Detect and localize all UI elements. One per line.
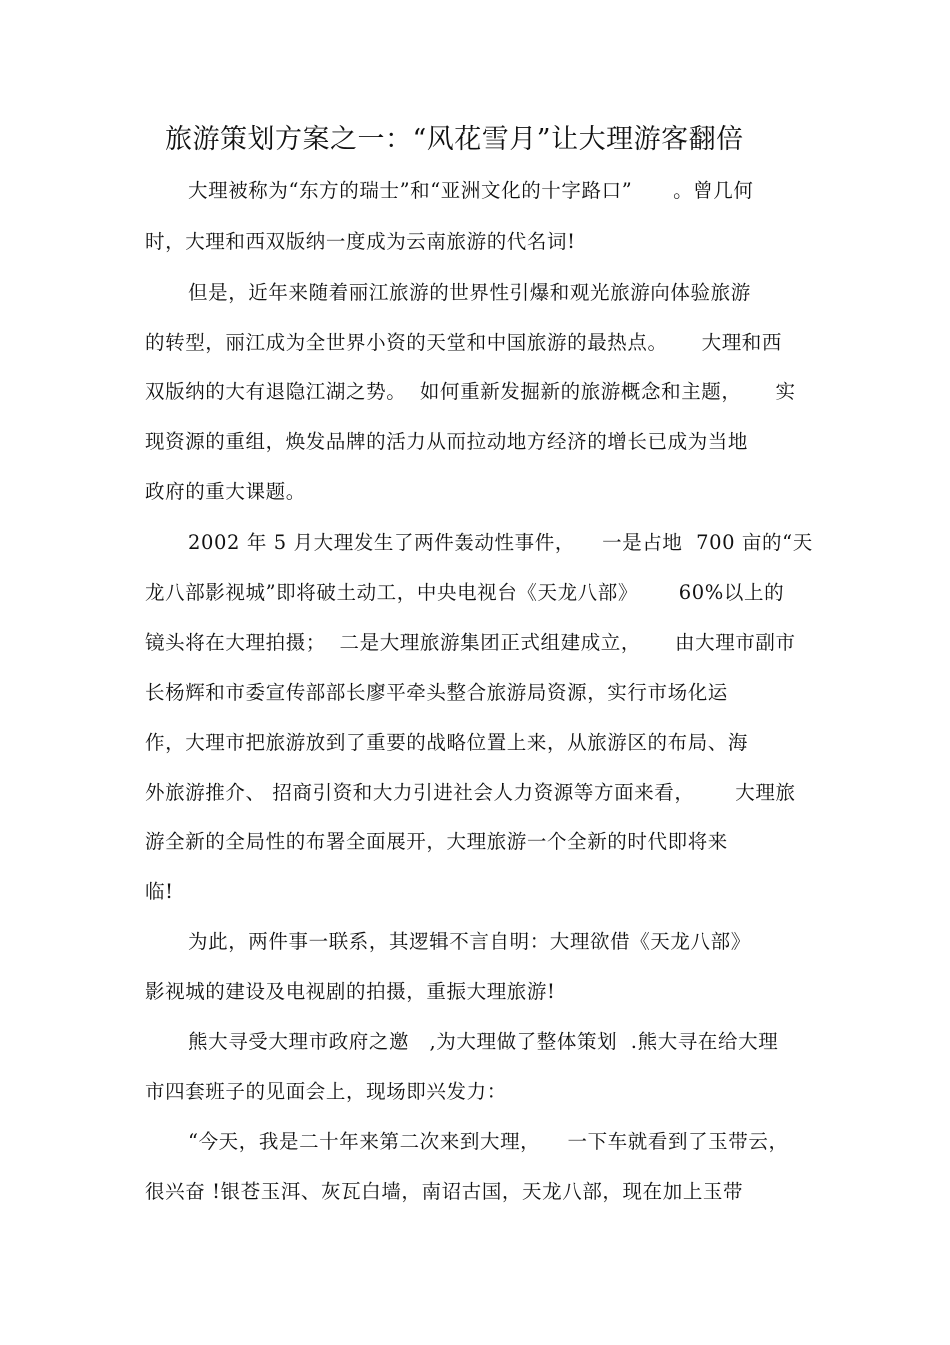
paragraph-line: 现资源的重组，焕发品牌的活力从而拉动地方经济的增长已成为当地 bbox=[145, 430, 749, 453]
paragraph-line: 但是，近年来随着丽江旅游的世界性引爆和观光旅游向体验旅游 bbox=[188, 281, 751, 304]
paragraph-line: 作，大理市把旅游放到了重要的战略位置上来，从旅游区的布局、海 bbox=[145, 731, 749, 754]
paragraph-line: “今天，我是二十年来第二次来到大理， 一下车就看到了玉带云， bbox=[188, 1130, 789, 1153]
paragraph-line: 游全新的全局性的布署全面展开，大理旅游一个全新的时代即将来 bbox=[145, 830, 728, 853]
paragraph-line: 为此，两件事一联系，其逻辑不言自明：大理欲借《天龙八部》 bbox=[188, 930, 751, 953]
paragraph-line: 2002 年 5 月大理发生了两件轰动性事件， 一是占地 700 亩的“天 bbox=[188, 531, 813, 554]
paragraph-line: 外旅游推介、 招商引资和大力引进社会人力资源等方面来看， 大理旅 bbox=[145, 781, 796, 804]
paragraph-line: 熊大寻受大理市政府之邀 ,为大理做了整体策划 .熊大寻在给大理 bbox=[188, 1030, 779, 1053]
paragraph-line: 大理被称为“东方的瑞士”和“亚洲文化的十字路口” 。曾几何 bbox=[188, 179, 754, 202]
paragraph-line: 很兴奋 !银苍玉洱、灰瓦白墙，南诏古国，天龙八部，现在加上玉带 bbox=[145, 1180, 744, 1203]
paragraph-line: 市四套班子的见面会上，现场即兴发力： bbox=[145, 1080, 507, 1103]
paragraph-line: 政府的重大课题。 bbox=[145, 480, 306, 503]
paragraph-line: 双版纳的大有退隐江湖之势。 如何重新发掘新的旅游概念和主题， 实 bbox=[145, 380, 796, 403]
paragraph-line: 的转型，丽江成为全世界小资的天堂和中国旅游的最热点。 大理和西 bbox=[145, 331, 782, 354]
paragraph-line: 时，大理和西双版纳一度成为云南旅游的代名词! bbox=[145, 230, 576, 253]
document-title: 旅游策划方案之一：“风花雪月”让大理游客翻倍 bbox=[165, 124, 744, 155]
paragraph-line: 镜头将在大理拍摄； 二是大理旅游集团正式组建成立， 由大理市副市 bbox=[145, 631, 796, 654]
paragraph-line: 临! bbox=[145, 880, 174, 903]
paragraph-line: 长杨辉和市委宣传部部长廖平牵头整合旅游局资源，实行市场化运 bbox=[145, 681, 728, 704]
paragraph-line: 龙八部影视城”即将破土动工，中央电视台《天龙八部》 60%以上的 bbox=[145, 581, 785, 604]
paragraph-line: 影视城的建设及电视剧的拍摄，重振大理旅游! bbox=[145, 980, 556, 1003]
